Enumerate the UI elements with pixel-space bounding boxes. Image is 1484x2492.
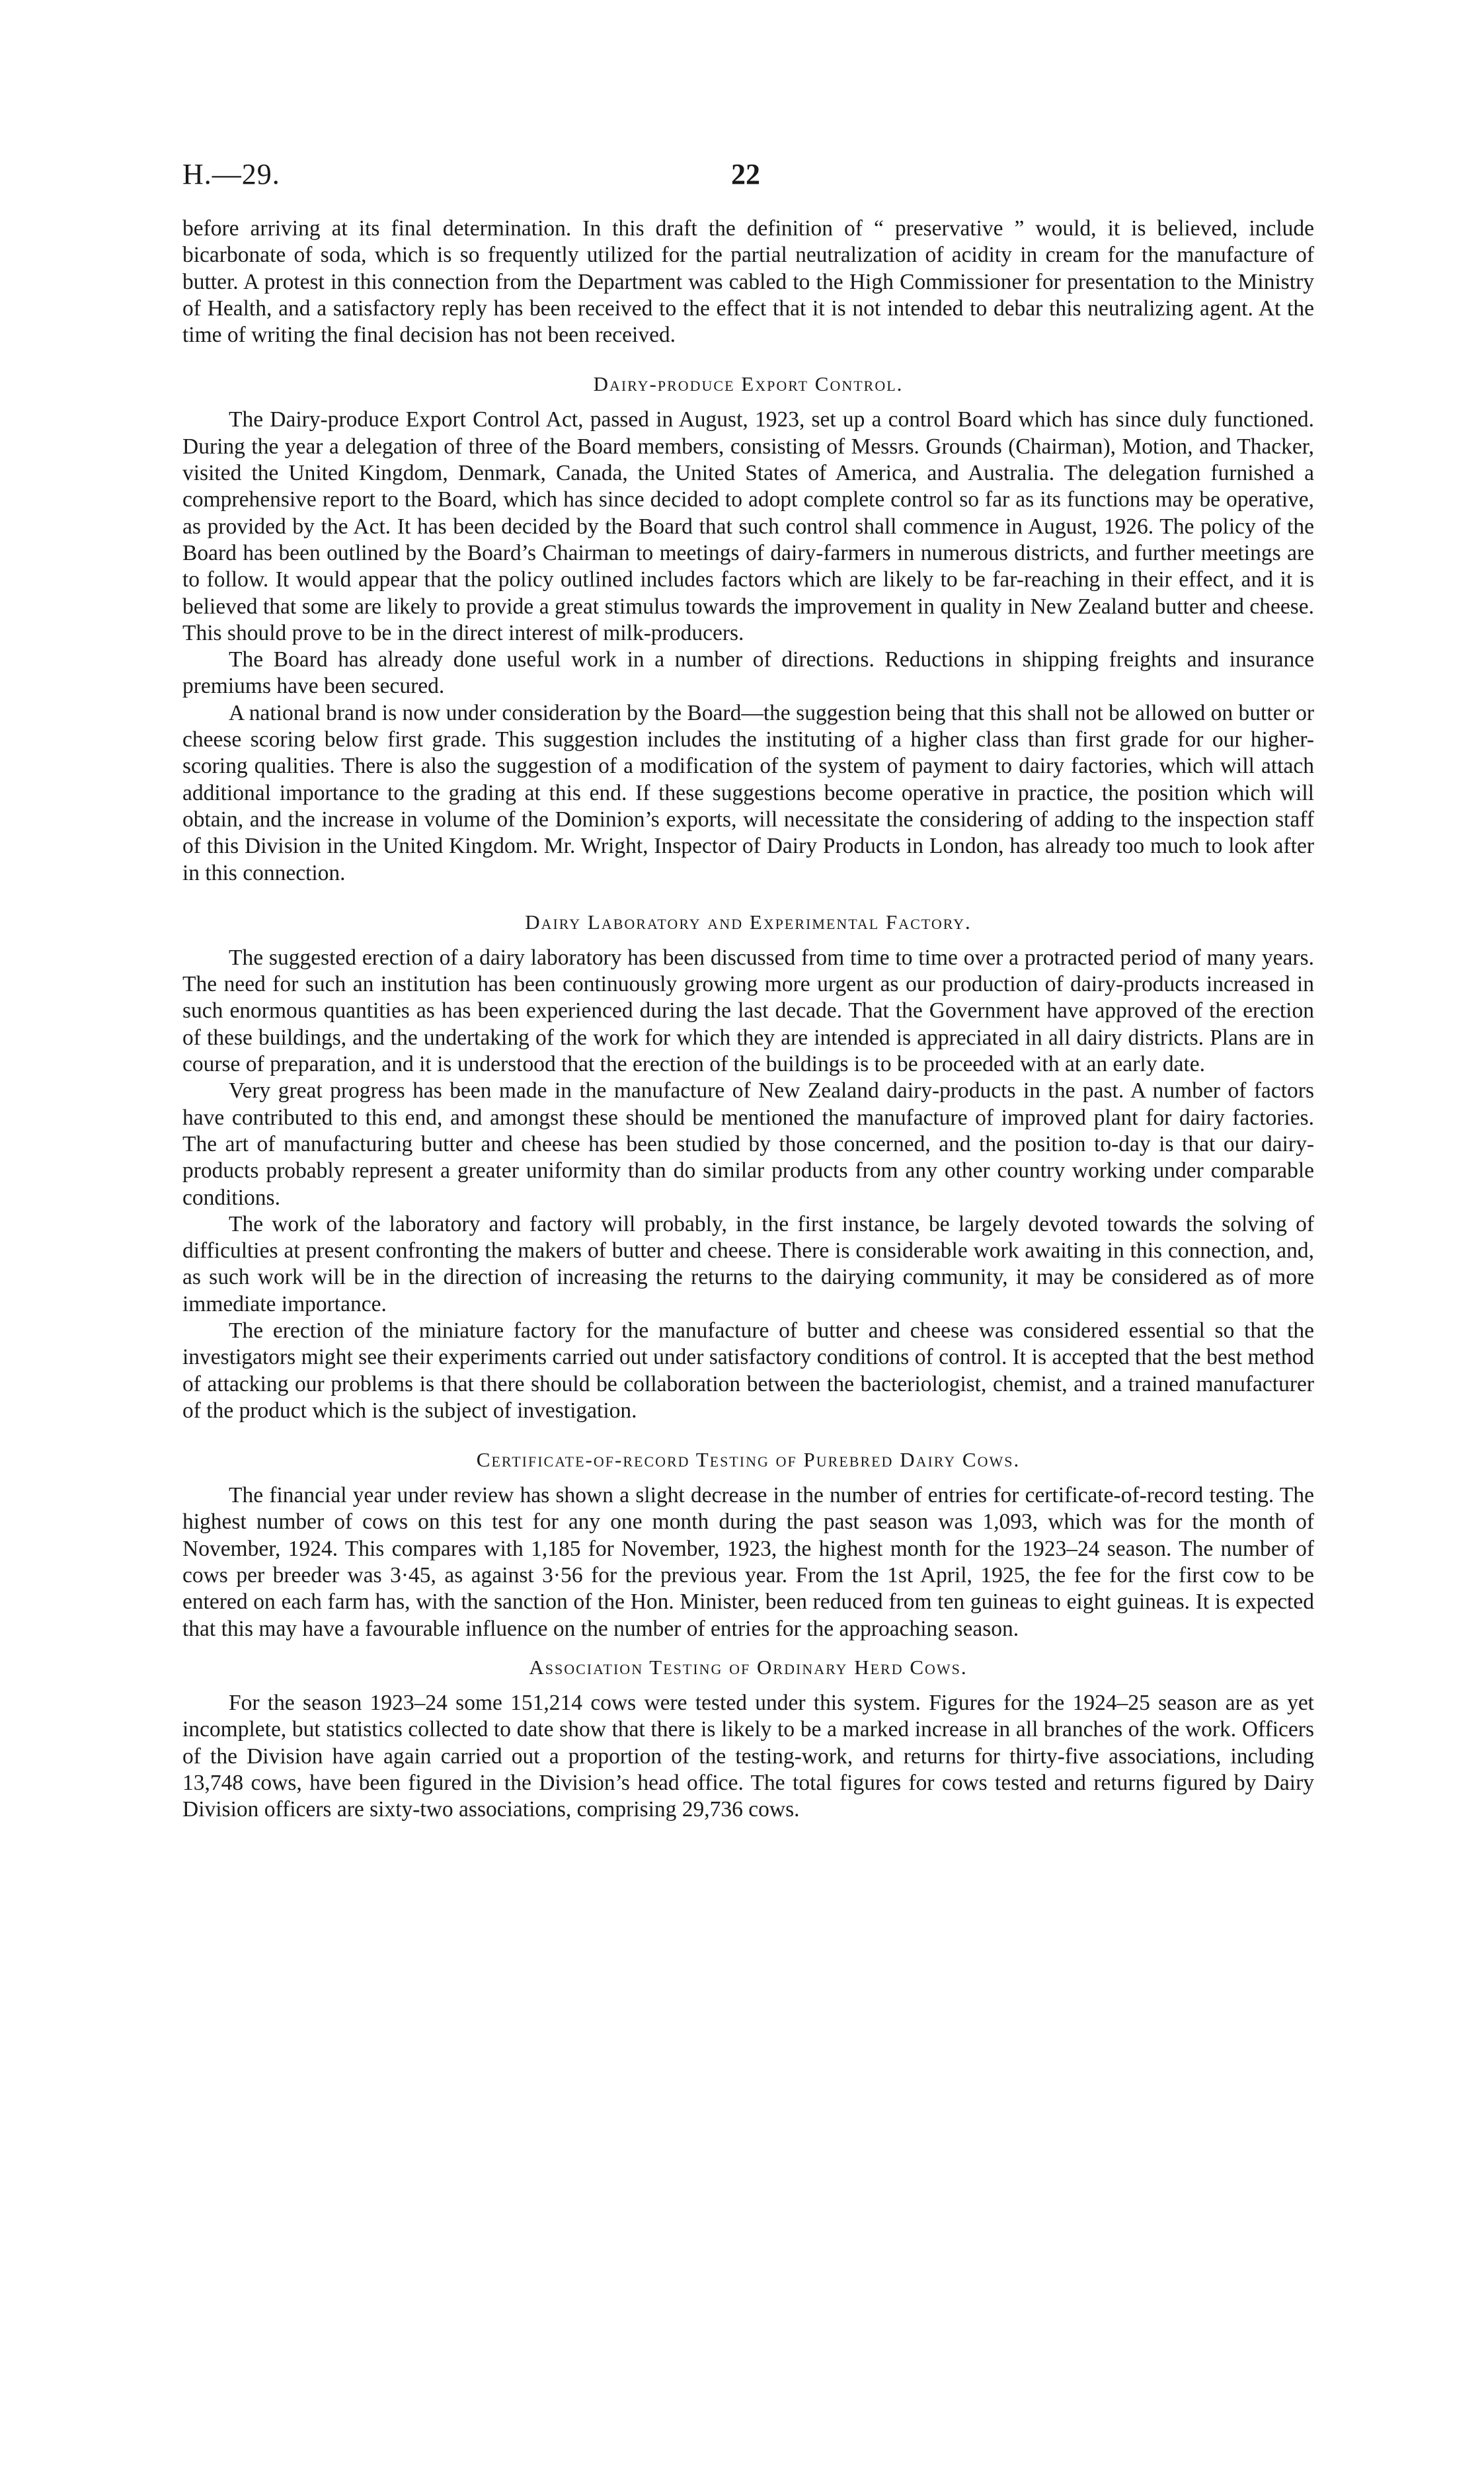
section-certificate-of-record-testing (182, 1447, 1314, 1642)
paragraph: A national brand is now under consideration by the Board—the suggestion being that this shall not be allowed on butter or cheese scoring below first grade. This suggestion includes the instituting of a higher class than first grade for our higher-scoring qualities. There is also the suggestion of a modification of the system of payment to dairy factories, which will attach additional importance to the grading at this end. If these suggestions become operative in practice, the position which will obtain, and the increase in volume of the Dominion’s exports, will necessitate the considering of adding to the inspection staff of this Division in the United Kingdom. Mr. Wright, Inspector of Dairy Products in London, has already too much to look after in this connection. (182, 700, 1314, 885)
paragraph: The financial year under review has shown a slight decrease in the number of entries for certificate-of-record testing. The highest number of cows on this test for any one month during the past season was 1,093, which was for the month of November, 1924. This compares with 1,185 for November, 1923, the highest month for the 1923–24 season. The number of cows per breeder was 3·45, as against 3·56 for the previous year. From the 1st April, 1925, the fee for the first cow to be entered on each farm has, with the sanction of the Hon. Minister, been reduced from ten guineas to eight guineas. It is expected that this may have a favourable influence on the number of entries for the approaching season. (182, 1483, 1314, 1641)
paragraph: For the season 1923–24 some 151,214 cows were tested under this system. Figures for the 1924–25 season are as yet incomplete, but statistics collected to date show that there is likely to be a marked increase in all branches of the work. Officers of the Division have again carried out a proportion of the testing-work, and returns for thirty-five associations, including 13,748 cows, have been figured in the Division’s head office. The total figures for cows tested and returns figured by Dairy Division officers are sixty-two associations, comprising 29,736 cows. (182, 1690, 1314, 1822)
continued-paragraph: before arriving at its final determination. In this draft the definition of “ preservative ” would, it is believed, include bicarbonate of soda, which is so frequently utilized for the partial neutralization of acidity in cream for the manufacture of butter. A protest in this connection from the Department was cabled to the High Commissioner for presentation to the Ministry of Health, and a satisfactory reply has been received to the effect that it is not intended to debar this neutralizing agent. At the time of writing the final decision has not been received. (182, 216, 1314, 348)
document-body (182, 216, 1314, 1823)
section-association-testing (182, 1654, 1314, 1823)
paragraph: The suggested erection of a dairy laboratory has been discussed from time to time over a protracted period of many years. The need for such an institution has been continuously growing more urgent as our production of dairy-products increased in such enormous quantities as has been experienced during the last decade. That the Government have approved of the erection of these buildings, and the undertaking of the work for which they are intended is appreciated in all dairy districts. Plans are in course of preparation, and it is understood that the erection of the buildings is to be proceeded with at an early date. (182, 945, 1314, 1077)
document-reference: H.—29. (182, 158, 280, 190)
section-heading: Certificate-of-record Testing of Purebred Dairy Cows. (476, 1448, 1021, 1472)
section-heading: Dairy-produce Export Control. (593, 372, 904, 396)
section-heading: Association Testing of Ordinary Herd Cows. (529, 1655, 968, 1679)
section-heading: Dairy Laboratory and Experimental Factory. (525, 910, 972, 934)
paragraph: The Board has already done useful work in a number of directions. Reductions in shipping freights and insurance premiums have been secured. (182, 647, 1314, 699)
paragraph: Very great progress has been made in the manufacture of New Zealand dairy-products in the past. A number of factors have contributed to this end, and amongst these should be mentioned the manufacture of improved plant for dairy factories. The art of manufacturing butter and cheese has been studied by those concerned, and the position to-day is that our dairy-products probably represent a greater uniformity than do similar products from any other country working under comparable conditions. (182, 1078, 1314, 1210)
paragraph: The Dairy-produce Export Control Act, passed in August, 1923, set up a control Board which has since duly functioned. During the year a delegation of three of the Board members, consisting of Messrs. Grounds (Chairman), Motion, and Thacker, visited the United Kingdom, Denmark, Canada, the United States of America, and Australia. The delegation furnished a comprehensive report to the Board, which has since decided to adopt complete control so far as its functions may be operative, as provided by the Act. It has been decided by the Board that such control shall commence in August, 1926. The policy of the Board has been outlined by the Board’s Chairman to meetings of dairy-farmers in numerous districts, and further meetings are to follow. It would appear that the policy outlined includes factors which are likely to be far-reaching in their effect, and it is believed that some are likely to provide a great stimulus towards the improvement in quality in New Zealand butter and cheese. This should prove to be in the direct interest of milk-producers. (182, 407, 1314, 645)
page-number: 22 (731, 158, 760, 190)
section-dairy-laboratory (182, 909, 1314, 1424)
paragraph: The work of the laboratory and factory will probably, in the first instance, be largely devoted towards the solving of difficulties at present confronting the makers of butter and cheese. There is considerable work awaiting in this connection, and, as such work will be in the direction of increasing the returns to the dairying community, it may be considered as of more immediate importance. (182, 1211, 1314, 1316)
page-header (182, 157, 1314, 197)
paragraph: The erection of the miniature factory for the manufacture of butter and cheese was considered essential so that the investigators might see their experiments carried out under satisfactory conditions of control. It is accepted that the best method of attacking our problems is that there should be collaboration between the bacteriologist, chemist, and a trained manufacturer of the product which is the subject of investigation. (182, 1318, 1314, 1423)
section-dairy-produce-export-control (182, 371, 1314, 886)
